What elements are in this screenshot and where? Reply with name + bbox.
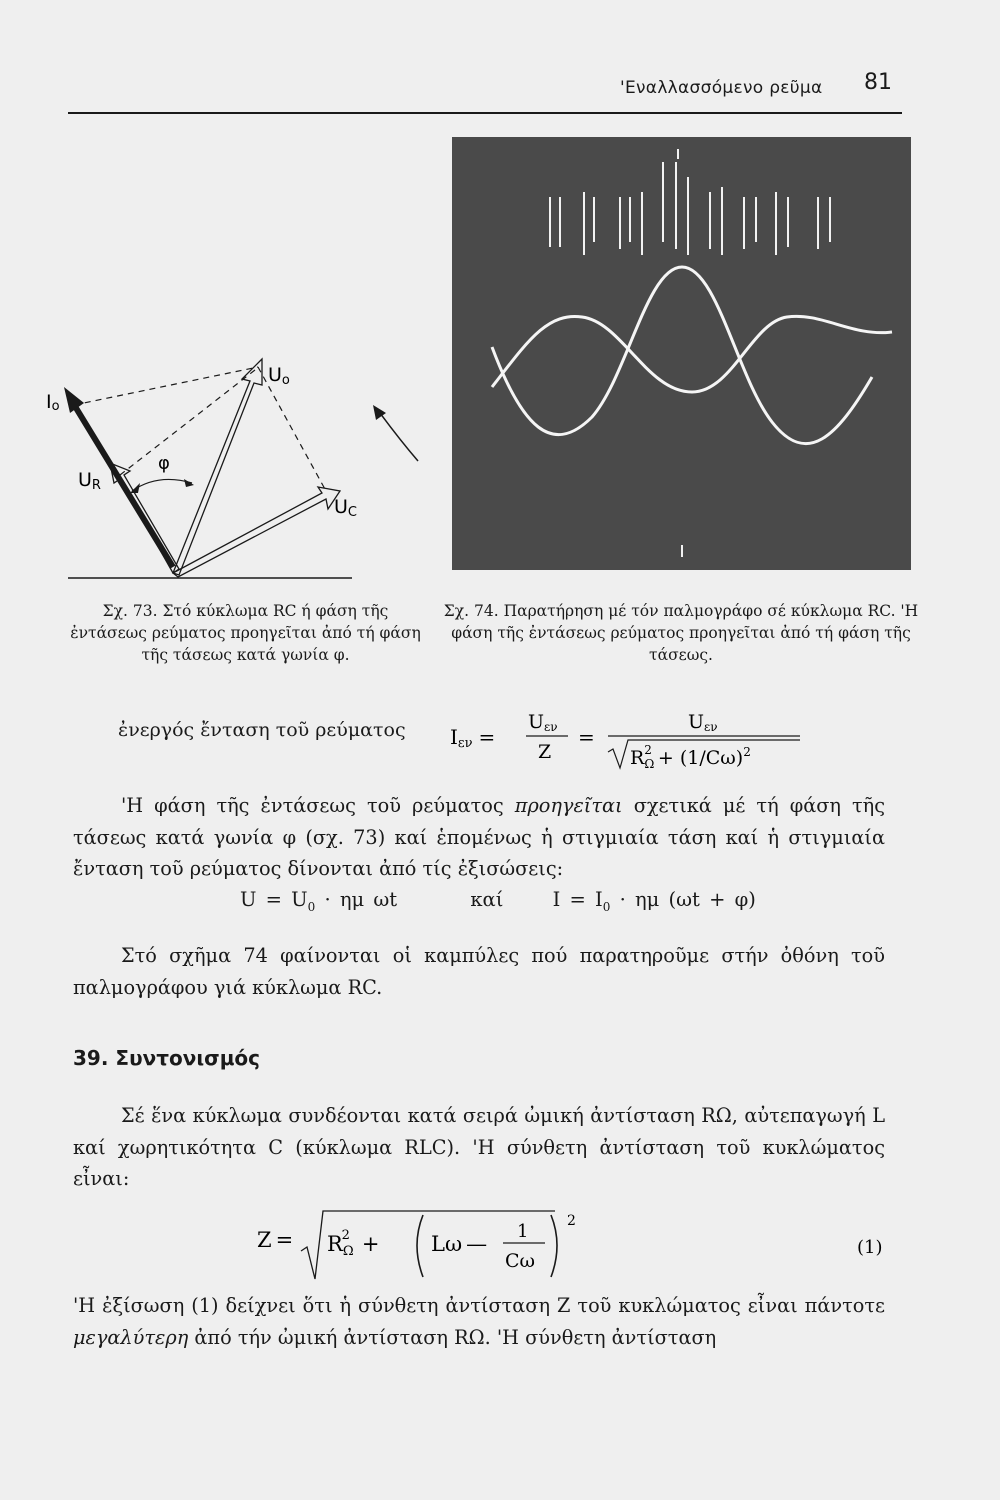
- paragraph-rlc: Σέ ἕνα κύκλωμα συνδέονται κατά σειρά ὠμική ἀντίσταση RΩ, αὐτεπαγωγή L καί χωρητικότητα C (κύκλωμα RLC). 'Η σύνθετη ἀντίσταση τοῦ κυκλώματος εἶναι:: [73, 1104, 885, 1190]
- current-wave: [492, 267, 872, 444]
- paragraph-oscilloscope: Στό σχῆμα 74 φαίνονται οἱ καμπύλες πού παρατηροῦμε στήν ὀθόνη τοῦ παλμογράφου γιά κύκλωμα RC.: [73, 944, 885, 999]
- phase-angle-arc: [132, 479, 192, 491]
- header-rule: [68, 112, 902, 114]
- svg-text:=: =: [578, 725, 595, 749]
- oscilloscope-traces: [452, 137, 911, 570]
- svg-text:(1): (1): [857, 1237, 883, 1258]
- svg-text:Cω: Cω: [505, 1250, 536, 1272]
- section-heading: 39. Συντονισμός: [73, 1046, 261, 1070]
- effective-current-label: ἐνεργός ἔνταση τοῦ ρεύματος: [118, 719, 406, 741]
- figure74-caption: Σχ. 74. Παρατήρηση μέ τόν παλμογράφο σέ κύκλωμα RC. 'Η φάση τῆς ἐντάσεως ρεύματος προηγεῖται ἀπό τή φάση τῆς τάσεως.: [443, 602, 919, 664]
- label-UR: UR: [78, 469, 101, 493]
- voltage-phasor-arrow: [173, 359, 262, 575]
- impedance-formula: [255, 1205, 895, 1295]
- svg-text:Uεν: Uεν: [688, 711, 718, 734]
- dashed-projection: [120, 370, 255, 475]
- phasor-diagram-figure: [40, 345, 440, 585]
- running-title: 'Εναλλασσόμενο ρεῦμα: [620, 78, 823, 98]
- svg-text:2: 2: [567, 1213, 576, 1229]
- label-phi: φ: [158, 453, 170, 474]
- instantaneous-equations: $U = U_0 \cdot \eta\mu$ ωt καί $I = I_0 \cdot \eta\mu$ (ωt + φ): [240, 888, 756, 914]
- voltage-wave: [492, 316, 892, 392]
- figure73-caption: Σχ. 73. Στό κύκλωμα RC ή φάση τῆς ἐντάσεως ρεύματος προηγεῖται ἀπό τή φάση τῆς τάσεως κατά γωνία φ.: [70, 602, 421, 664]
- marker-lines: [550, 162, 830, 255]
- rotation-arrow: [380, 413, 418, 461]
- svg-text:RΩ2+: RΩ2 +: [327, 1228, 380, 1259]
- svg-text:Iεν=: Iεν =: [450, 725, 496, 751]
- svg-text:RΩ2+(1/Cω)2: $R_\Omega 2 + (1/C\omega)^2$: [630, 743, 751, 771]
- label-I0: Io: [46, 391, 60, 414]
- svg-text:Z: Z: [538, 741, 552, 763]
- paragraph-impedance: 'Η ἐξίσωση (1) δείχνει ὅτι ἡ σύνθετη ἀντίσταση Z τοῦ κυκλώματος εἶναι πάντοτε μεγαλύτερη ἀπό τήν ὠμική ἀντίσταση RΩ. 'Η σύνθετη ἀντίσταση: [73, 1294, 885, 1349]
- svg-text:1: 1: [517, 1221, 529, 1242]
- emphasis-leads: προηγεῖται: [514, 794, 623, 817]
- emphasis-greater: μεγαλύτερη: [73, 1325, 189, 1349]
- label-UC: UC: [334, 496, 357, 520]
- page-number: 81: [864, 70, 892, 95]
- label-U0: Uo: [268, 364, 290, 388]
- svg-text:Z=: Z =: [257, 1228, 294, 1252]
- paragraph-phase: 'Η φάση τῆς ἐντάσεως τοῦ ρεύματος προηγεῖται σχετικά μέ τή φάση τῆς τάσεως κατά γωνία φ (σχ. 73) καί ἑπομένως ἡ στιγμιαία τάση καί ἡ στιγμιαία ἔνταση τοῦ ρεύματος δίνονται ἀπό τίς ἐξισώσεις:: [73, 794, 886, 880]
- dashed-projection: [74, 367, 258, 405]
- current-phasor-head: [64, 387, 84, 413]
- svg-text:Lω—: Lω —: [431, 1232, 488, 1256]
- svg-text:Uεν: Uεν: [528, 711, 558, 734]
- effective-current-formula: [448, 700, 818, 780]
- capacitor-voltage-arrow: [173, 487, 340, 577]
- oscilloscope-screen: [452, 137, 911, 570]
